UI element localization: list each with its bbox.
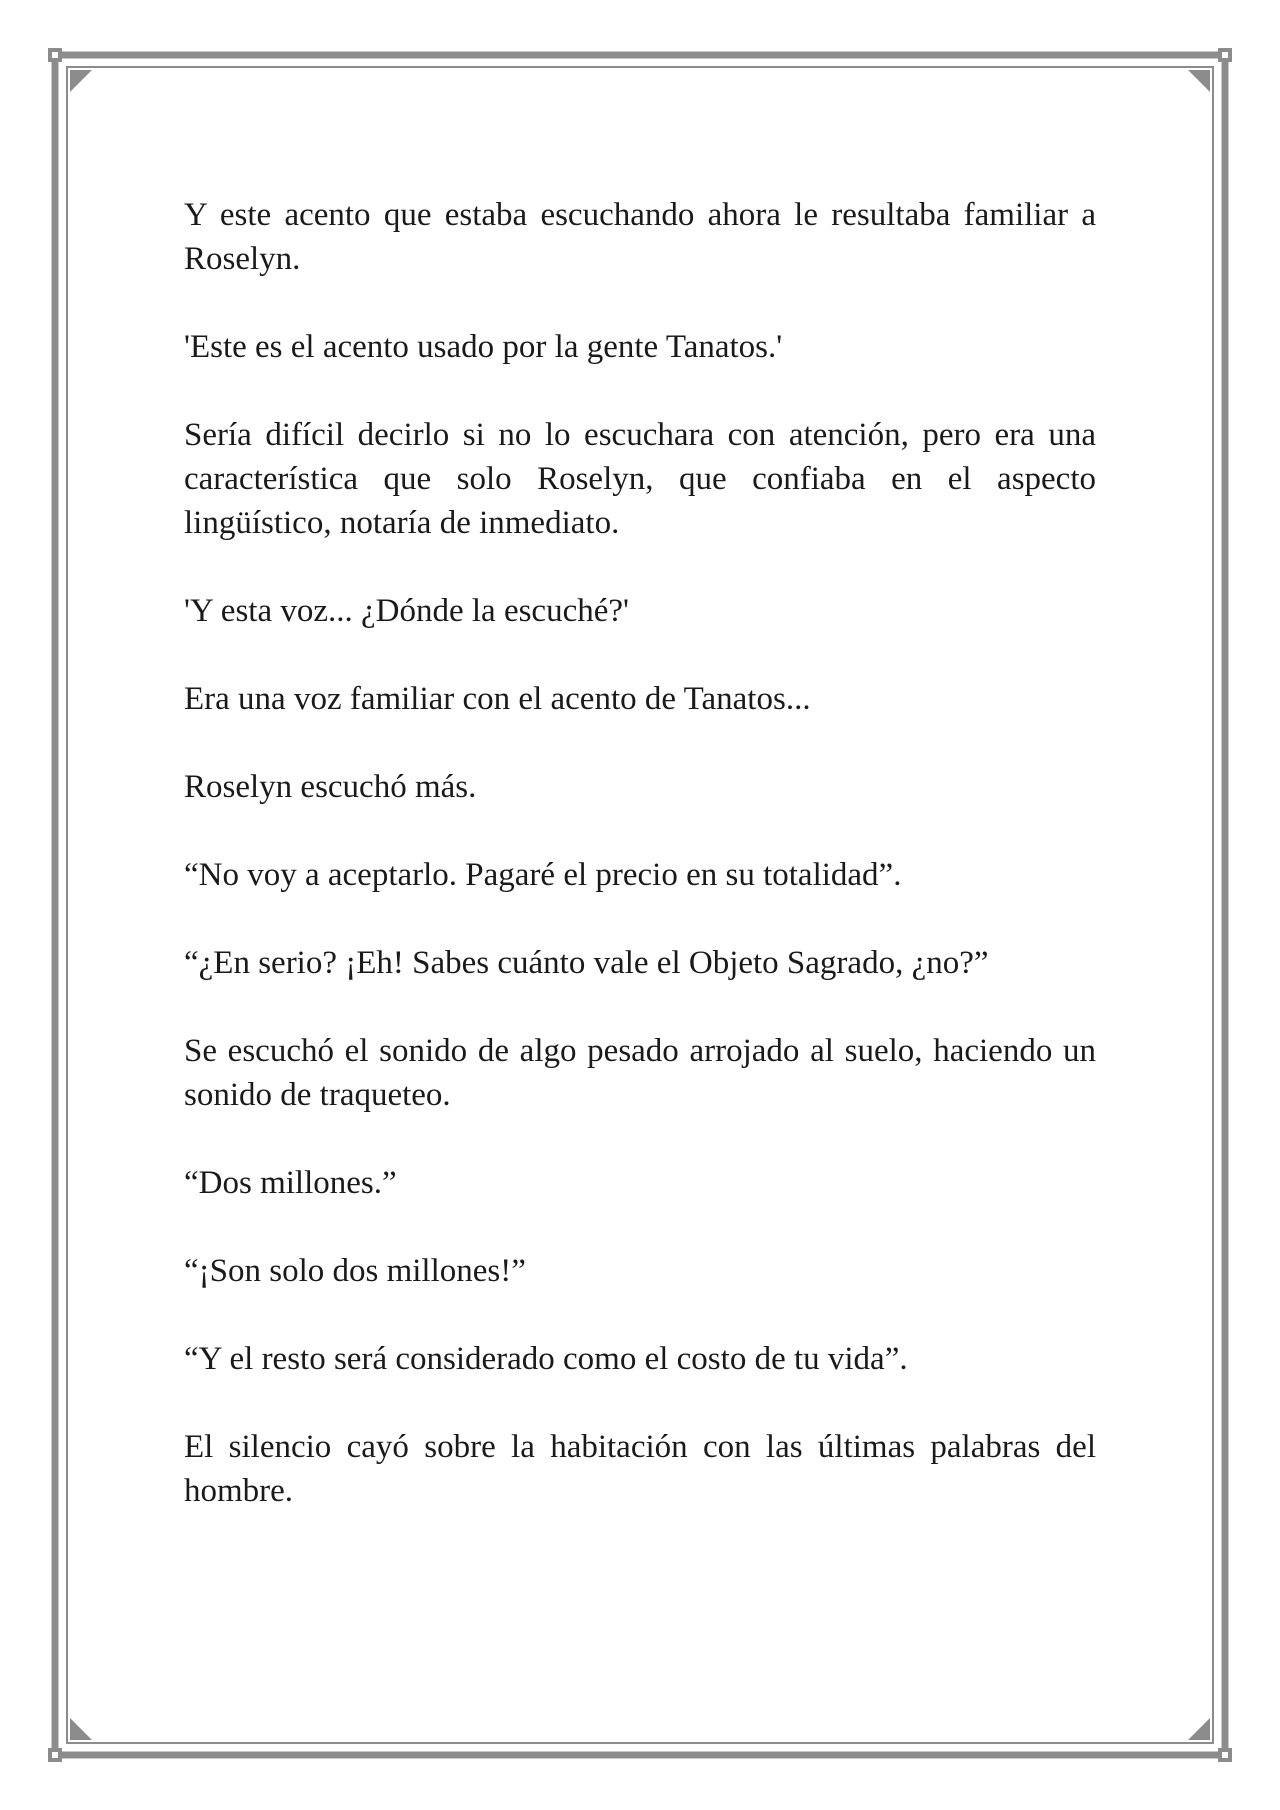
- corner-triangle-bottom-right: [1188, 1718, 1210, 1740]
- paragraph: Y este acento que estaba escuchando ahora le resultaba familiar a Roselyn.: [184, 197, 1096, 277]
- paragraph: “Y el resto será considerado como el costo de tu vida”.: [184, 1341, 908, 1377]
- paragraph: El silencio cayó sobre la habitación con las últimas palabras del hombre.: [184, 1429, 1096, 1509]
- paragraph: “¿En serio? ¡Eh! Sabes cuánto vale el Objeto Sagrado, ¿no?”: [184, 945, 989, 981]
- paragraph: 'Y esta voz... ¿Dónde la escuché?': [184, 593, 629, 629]
- corner-triangle-top-right: [1188, 70, 1210, 92]
- paragraph: Sería difícil decirlo si no lo escuchara con atención, pero era una característica que solo Roselyn, que confiaba en el aspecto lingüístico, notaría de inmediato.: [184, 417, 1096, 541]
- paragraph: “No voy a aceptarlo. Pagaré el precio en su totalidad”.: [184, 857, 902, 893]
- paragraph: “Dos millones.”: [184, 1165, 397, 1201]
- corner-triangle-top-left: [70, 70, 92, 92]
- paragraph: 'Este es el acento usado por la gente Tanatos.': [184, 329, 783, 365]
- paragraph: Roselyn escuchó más.: [184, 769, 477, 805]
- paragraph: Era una voz familiar con el acento de Tanatos...: [184, 681, 811, 717]
- paragraph: Se escuchó el sonido de algo pesado arrojado al suelo, haciendo un sonido de traqueteo.: [184, 1033, 1096, 1113]
- corner-triangle-bottom-left: [70, 1718, 92, 1740]
- paragraph: “¡Son solo dos millones!”: [184, 1253, 526, 1289]
- page-body: [184, 193, 1096, 1557]
